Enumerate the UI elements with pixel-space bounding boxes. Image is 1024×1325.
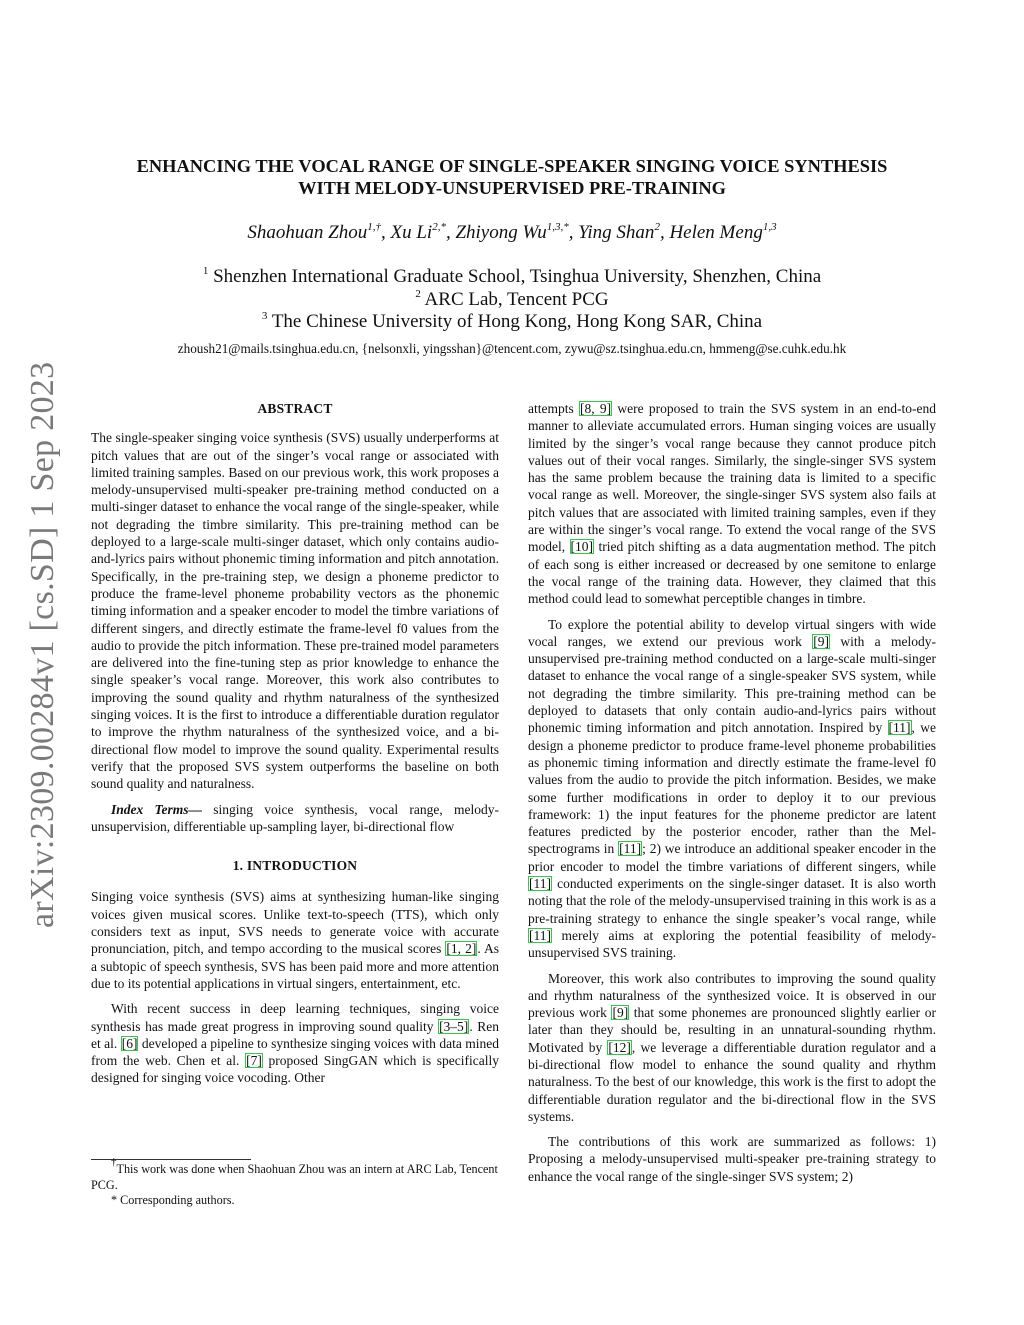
footnote: * Corresponding authors. bbox=[111, 1193, 235, 1207]
citation-link[interactable]: [12] bbox=[608, 1039, 631, 1055]
citation-link[interactable]: [11] bbox=[619, 841, 642, 857]
affiliations bbox=[60, 266, 964, 334]
citation-link[interactable]: [11] bbox=[529, 927, 551, 943]
abstract-body: The single-speaker singing voice synthesis (SVS) usually underperforms at pitch values that are out of the singer’s vocal range or associated with limited training samples. Based on our previous work, this work proposes a melody-unsupervised multi-speaker pre-training method conducted on a multi-singer dataset to enhance the vocal range of the single-speaker, while not degrading the timbre similarity. This pre-training method can be deployed to a large-scale multi-singer dataset, which only contains audio-and-lyrics pairs without phonemic timing information and pitch annotation. Specifically, in the pre-training step, we design a phoneme predictor to produce the frame-level phoneme probability vectors as the phonemic timing information and a speaker encoder to model the timbre variations of different singers, and directly estimate the frame-level f0 values from the audio to provide the pitch information. These pre-trained model parameters are delivered into the fine-tuning step as prior knowledge to enhance the single speaker’s vocal range. Moreover, this work also contributes to improving the sound quality and rhythm naturalness of the synthesized singing voices. It is the first to introduce a differentiable duration regulator to improve the rhythm naturalness of the synthesized voice, and a bi-directional flow model to improve the sound quality. Experimental results verify that the proposed SVS system outperforms the baseline on both sound quality and naturalness. bbox=[91, 430, 499, 792]
citation-link[interactable]: [3–5] bbox=[439, 1018, 469, 1034]
affiliation: $^1$ Shenzhen International Graduate School, Tsinghua University, Shenzhen, China bbox=[202, 265, 822, 287]
citation-link[interactable]: [6] bbox=[121, 1035, 138, 1051]
citation-link[interactable]: [10] bbox=[570, 539, 594, 555]
author: Shaohuan Zhou$^{1,\dagger}$, bbox=[247, 221, 391, 243]
citation-link[interactable]: [11] bbox=[888, 720, 911, 736]
title-line-2: WITH MELODY-UNSUPERVISED PRE-TRAINING bbox=[298, 178, 726, 198]
index-terms: Index Terms— singing voice synthesis, vocal range, melody-unsupervision, differentiable up-sampling layer, bi-directional flow bbox=[91, 801, 499, 834]
footnote: †This work was done when Shaohuan Zhou was an intern at ARC Lab, Tencent PCG. bbox=[91, 1156, 498, 1192]
paper-title bbox=[60, 155, 964, 199]
body-paragraph: attempts [8, 9] were proposed to train the SVS system in an end-to-end manner to alleviate accumulated errors. Human singing voices are usually limited by the singer’s vocal range because they cannot produce pitch values out of their vocal ranges. Similarly, the single-singer SVS system has the same problem because the training data is limited to a specific vocal range as well. Moreover, the single-singer SVS system also fails at pitch values that are associated with limited training samples, even if they are within the singer’s vocal range. To extend the vocal range of the SVS model, [10] tried pitch shifting as a data augmentation method. The pitch of each song is either increased or decreased by one semitone to enlarge the vocal range of the training data. However, they claimed that this method could lead to somewhat perceptible changes in timbre. bbox=[528, 401, 937, 607]
citation-link[interactable]: [9] bbox=[813, 633, 829, 649]
body-paragraph: The contributions of this work are summarized as follows: 1) Proposing a melody-unsupervised multi-speaker pre-training strategy to enhance the vocal range of the single-singer SVS system; 2) bbox=[528, 1134, 936, 1184]
left-column bbox=[91, 400, 499, 1087]
affiliation: $^3$ The Chinese University of Hong Kong, Hong Kong SAR, China bbox=[261, 310, 763, 332]
footnotes bbox=[91, 1156, 499, 1209]
author: Ying Shan$^2$, bbox=[578, 221, 670, 243]
citation-link[interactable]: [8, 9] bbox=[580, 401, 612, 416]
arxiv-identifier: arXiv:2309.00284v1 [cs.SD] 1 Sep 2023 bbox=[24, 361, 61, 928]
author: Xu $Li^{2,*}$, bbox=[390, 221, 456, 243]
citation-link[interactable]: [1, 2] bbox=[446, 941, 477, 957]
affiliation: $^2$ ARC Lab, Tencent PCG bbox=[415, 287, 609, 310]
author-list bbox=[60, 222, 964, 244]
body-paragraph: To explore the potential ability to develop virtual singers with wide vocal ranges, we extend our previous work [9] with a melody-unsupervised pre-training method conducted on a large-scale multi-singer dataset to enhance the vocal range of a single-speaker SVS system, while not degrading the timbre similarity. This pre-training method can be deployed to datasets that only contain audio-and-lyrics pairs without phonemic timing information and pitch annotation. Inspired by [11], we design a phoneme predictor to produce frame-level phoneme probabilities as phonemic timing information and directly estimate the frame-level f0 values from the audio to provide the pitch information. Besides, we make some further modifications in order to deploy it to our previous framework: 1) the input features for the phoneme predictor are latent features predicted by the posterior encoder, rather than the Mel-spectrograms in [11]; 2) we introduce an additional speaker encoder in the prior encoder to model the timbre variations of different singers, while [11] conducted experiments on the single-singer dataset. It is also worth noting that the role of the melody-unsupervised training in this work is as a pre-training strategy to enhance the single speaker’s vocal range, while [11] merely aims at exploring the potential feasibility of melody-unsupervised SVS training. bbox=[528, 616, 936, 961]
intro-paragraph: Singing voice synthesis (SVS) aims at synthesizing human-like singing voices given musical scores. Unlike text-to-speech (TTS), which only considers text as input, SVS needs to generate voice with accurate pronunciation, pitch, and tempo according to the musical scores [1, 2]. As a subtopic of speech synthesis, SVS has been paid more and more attention due to its potential applications in virtual singers, entertainment, etc. bbox=[91, 889, 499, 991]
title-line-1: ENHANCING THE VOCAL RANGE OF SINGLE-SPEAKER SINGING VOICE SYNTHESIS bbox=[136, 156, 888, 176]
right-column bbox=[528, 400, 936, 1185]
introduction-heading: 1. INTRODUCTION bbox=[232, 858, 358, 874]
author: Helen Meng$^{1,3}$ bbox=[669, 221, 777, 243]
citation-link[interactable]: [9] bbox=[612, 1005, 629, 1021]
intro-paragraph: With recent success in deep learning techniques, singing voice synthesis has made great progress in improving sound quality [3–5]. Ren et al. [6] developed a pipeline to synthesize singing voices with data mined from the web. Chen et al. [7] proposed SingGAN which is specifically designed for singing voice vocoding. Other bbox=[91, 1001, 500, 1086]
author-emails: zhoush21@mails.tsinghua.edu.cn, {nelsonxli, yingsshan}@tencent.com, zywu@sz.tsinghua.edu.cn, hmmeng@se.cuhk.edu.hk bbox=[177, 341, 847, 356]
body-paragraph: Moreover, this work also contributes to improving the sound quality and rhythm naturalness of the synthesized voice. It is observed in our previous work [9] that some phonemes are pronounced slightly earlier or later than they should be, resulting in an unnatural-sounding rhythm. Motivated by [12], we leverage a differentiable duration regulator and a bi-directional flow model to enhance the sound quality and rhythm naturalness. To the best of our knowledge, this work is the first to adopt the differentiable duration regulator and the bi-directional flow in the SVS systems. bbox=[528, 970, 936, 1124]
author: Zhiyong $Wu^{1,3,*}$, bbox=[455, 221, 579, 243]
citation-link[interactable]: [7] bbox=[246, 1053, 262, 1069]
citation-link[interactable]: [11] bbox=[529, 876, 551, 892]
abstract-heading: ABSTRACT bbox=[257, 401, 333, 416]
